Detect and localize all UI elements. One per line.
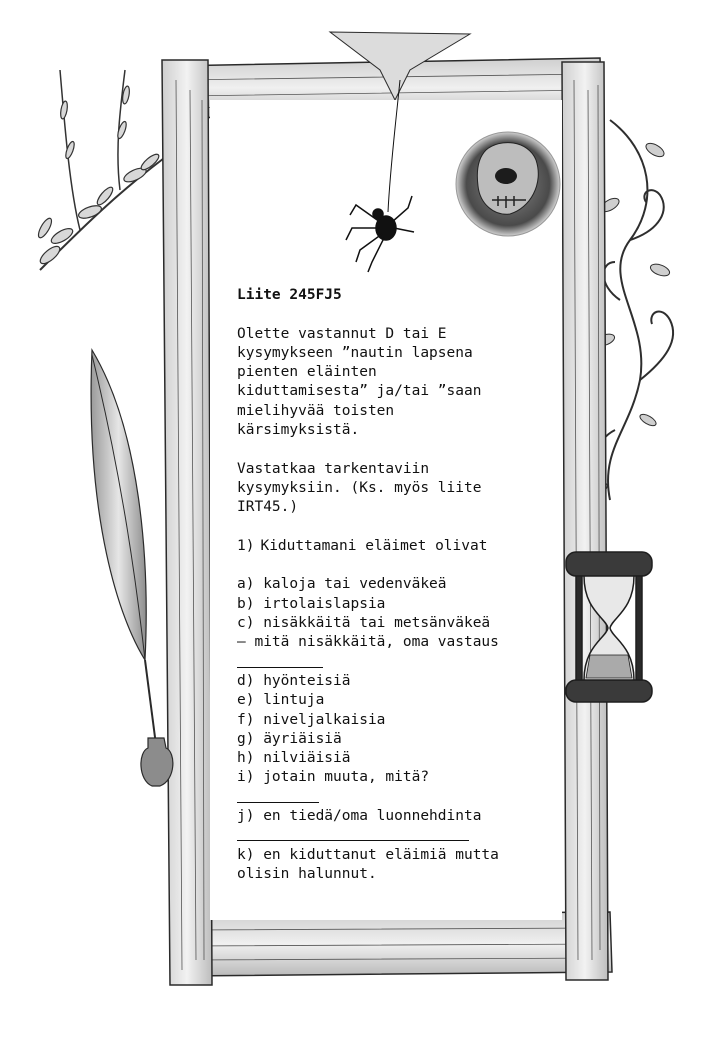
answer-blank-j[interactable] <box>237 826 547 845</box>
option-d[interactable]: d) hyönteisiä <box>237 672 351 689</box>
quill-feather-icon <box>91 350 173 786</box>
question-number: 1) <box>237 537 255 554</box>
instruction-line: Vastatkaa tarkentaviin <box>237 460 430 477</box>
option-k-continued: olisin halunnut. <box>237 865 377 882</box>
option-g[interactable]: g) äyriäisiä <box>237 730 342 747</box>
option-e[interactable]: e) lintuja <box>237 692 325 709</box>
answer-blank-i[interactable] <box>237 788 547 807</box>
intro-line: kysymykseen ”nautin lapsena <box>237 344 473 361</box>
option-f[interactable]: f) niveljalkaisia <box>237 711 386 728</box>
intro-line: Olette vastannut D tai E <box>237 325 447 342</box>
appendix-text <box>237 286 547 884</box>
instruction-line: IRT45.) <box>237 499 299 516</box>
option-j[interactable]: j) en tiedä/oma luonnehdinta <box>237 808 482 825</box>
option-h[interactable]: h) nilviäisiä <box>237 750 351 767</box>
option-k[interactable]: k) en kiduttanut eläimiä mutta <box>237 846 499 863</box>
leafy-branch-icon <box>36 70 175 270</box>
option-c-followup: – mitä nisäkkäitä, oma vastaus <box>237 634 499 651</box>
option-b[interactable]: b) irtolaislapsia <box>237 595 386 612</box>
answer-blank-c[interactable] <box>237 653 547 672</box>
intro-line: kärsimyksistä. <box>237 422 360 439</box>
question-line <box>237 537 547 556</box>
intro-line: kiduttamisesta” ja/tai ”saan <box>237 383 482 400</box>
instruction-line: kysymyksiin. (Ks. myös liite <box>237 479 482 496</box>
option-a[interactable]: a) kaloja tai vedenväkeä <box>237 576 447 593</box>
option-c[interactable]: c) nisäkkäitä tai metsänväkeä <box>237 615 491 632</box>
intro-line: mielihyvää toisten <box>237 402 395 419</box>
intro-line: pienten eläinten <box>237 364 377 381</box>
option-i[interactable]: i) jotain muuta, mitä? <box>237 769 430 786</box>
page-title: Liite 245FJ5 <box>237 287 342 303</box>
hourglass-icon <box>566 552 652 702</box>
question-text: Kiduttamani eläimet olivat <box>260 537 488 554</box>
